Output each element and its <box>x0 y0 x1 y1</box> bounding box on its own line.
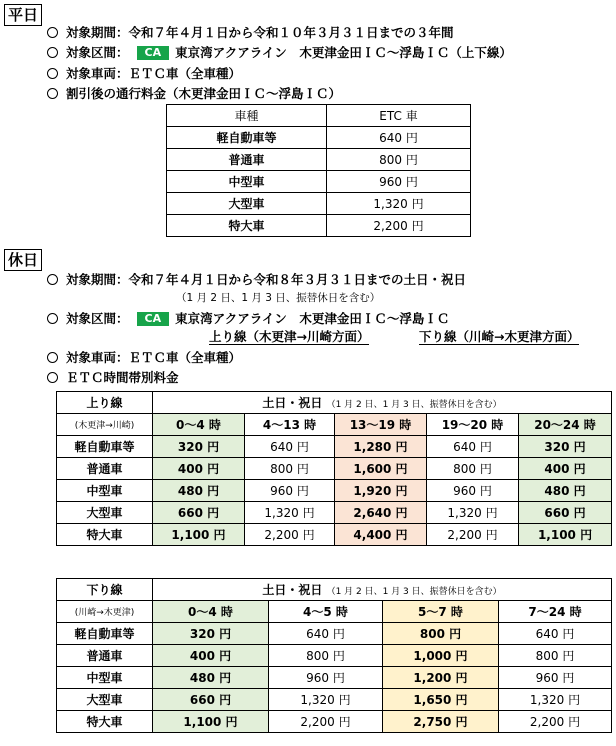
column-header: 車種 <box>167 105 327 127</box>
table-row: 特大車 1,100 円 2,200 円 4,400 円 2,200 円 1,100 円 <box>57 524 612 546</box>
table-header-row <box>57 414 612 436</box>
corner-sub: (川崎→木更津) <box>57 601 153 623</box>
table-header-row <box>57 392 612 414</box>
weekday-vehicles: 対象車両：ＥＴＣ車（全車種） <box>47 66 241 82</box>
weekday-fare-title: 割引後の通行料金（木更津金田ＩＣ～浮島ＩＣ） <box>47 86 341 102</box>
column-header: 0～4 時 <box>153 601 269 623</box>
circle-bullet-icon <box>47 47 58 58</box>
circle-bullet-icon <box>47 372 58 383</box>
column-header: 19～20 時 <box>427 414 519 436</box>
holiday-vehicles: 対象車両：ＥＴＣ車（全車種） <box>47 350 241 366</box>
down-line-label: 下り線（川崎→木更津方面） <box>419 329 580 344</box>
up-line-fare-table <box>56 391 612 546</box>
corner-cell: 下り線 <box>57 579 153 601</box>
holiday-heading: 休日 <box>4 249 42 271</box>
table-row: 普通車 400 円 800 円 1,000 円 800 円 <box>57 645 612 667</box>
column-header: 0～4 時 <box>153 414 245 436</box>
aqualine-badge: CA <box>137 312 170 326</box>
column-header: 7～24 時 <box>499 601 612 623</box>
up-line-label: 上り線（木更津→川崎方面） <box>209 329 370 344</box>
holiday-fare-title: ＥＴＣ時間帯別料金 <box>47 370 179 386</box>
table-header-row <box>57 579 612 601</box>
table-row: 特大車 2,200 円 <box>167 215 471 237</box>
table-row: 普通車 800 円 <box>167 149 471 171</box>
weekday-fare-table <box>166 104 471 237</box>
holiday-period: 対象期間：令和７年４月１日から令和８年３月３１日までの土日・祝日 <box>47 272 466 288</box>
table-row: 軽自動車等 320 円 640 円 1,280 円 640 円 320 円 <box>57 436 612 458</box>
circle-bullet-icon <box>47 27 58 38</box>
aqualine-badge: CA <box>137 46 170 60</box>
table-row: 大型車 660 円 1,320 円 2,640 円 1,320 円 660 円 <box>57 502 612 524</box>
column-header: 4～13 時 <box>245 414 335 436</box>
column-header: 20～24 時 <box>519 414 612 436</box>
table-row: 普通車 400 円 800 円 1,600 円 800 円 400 円 <box>57 458 612 480</box>
circle-bullet-icon <box>47 352 58 363</box>
table-row: 中型車 480 円 960 円 1,920 円 960 円 480 円 <box>57 480 612 502</box>
table-row: 軽自動車等 640 円 <box>167 127 471 149</box>
circle-bullet-icon <box>47 274 58 285</box>
column-header: 13～19 時 <box>335 414 427 436</box>
circle-bullet-icon <box>47 88 58 99</box>
table-row: 中型車 480 円 960 円 1,200 円 960 円 <box>57 667 612 689</box>
table-row: 特大車 1,100 円 2,200 円 2,750 円 2,200 円 <box>57 711 612 733</box>
weekday-heading: 平日 <box>4 4 42 26</box>
table-header-row <box>57 601 612 623</box>
table-header-row <box>167 105 471 127</box>
column-header: 4～5 時 <box>269 601 383 623</box>
table-row: 軽自動車等 320 円 640 円 800 円 640 円 <box>57 623 612 645</box>
table-row: 大型車 660 円 1,320 円 1,650 円 1,320 円 <box>57 689 612 711</box>
corner-cell: 上り線 <box>57 392 153 414</box>
holiday-section: 対象区間： CA 東京湾アクアライン 木更津金田ＩＣ～浮島ＩＣ <box>47 311 449 327</box>
down-line-fare-table <box>56 578 612 733</box>
column-header: 5～7 時 <box>383 601 499 623</box>
circle-bullet-icon <box>47 313 58 324</box>
circle-bullet-icon <box>47 68 58 79</box>
holiday-period-note: （1 月 2 日、1 月 3 日、振替休日を含む） <box>176 292 381 304</box>
group-header: 土日・祝日 （1 月 2 日、1 月 3 日、振替休日を含む） <box>153 579 612 601</box>
corner-sub: (木更津→川崎) <box>57 414 153 436</box>
table-row: 中型車 960 円 <box>167 171 471 193</box>
column-header: ETC 車 <box>327 105 471 127</box>
weekday-section: 対象区間： CA 東京湾アクアライン 木更津金田ＩＣ～浮島ＩＣ（上下線） <box>47 45 512 61</box>
table-row: 大型車 1,320 円 <box>167 193 471 215</box>
group-header: 土日・祝日 （1 月 2 日、1 月 3 日、振替休日を含む） <box>153 392 612 414</box>
weekday-period: 対象期間：令和７年４月１日から令和１０年３月３１日までの３年間 <box>47 25 454 41</box>
